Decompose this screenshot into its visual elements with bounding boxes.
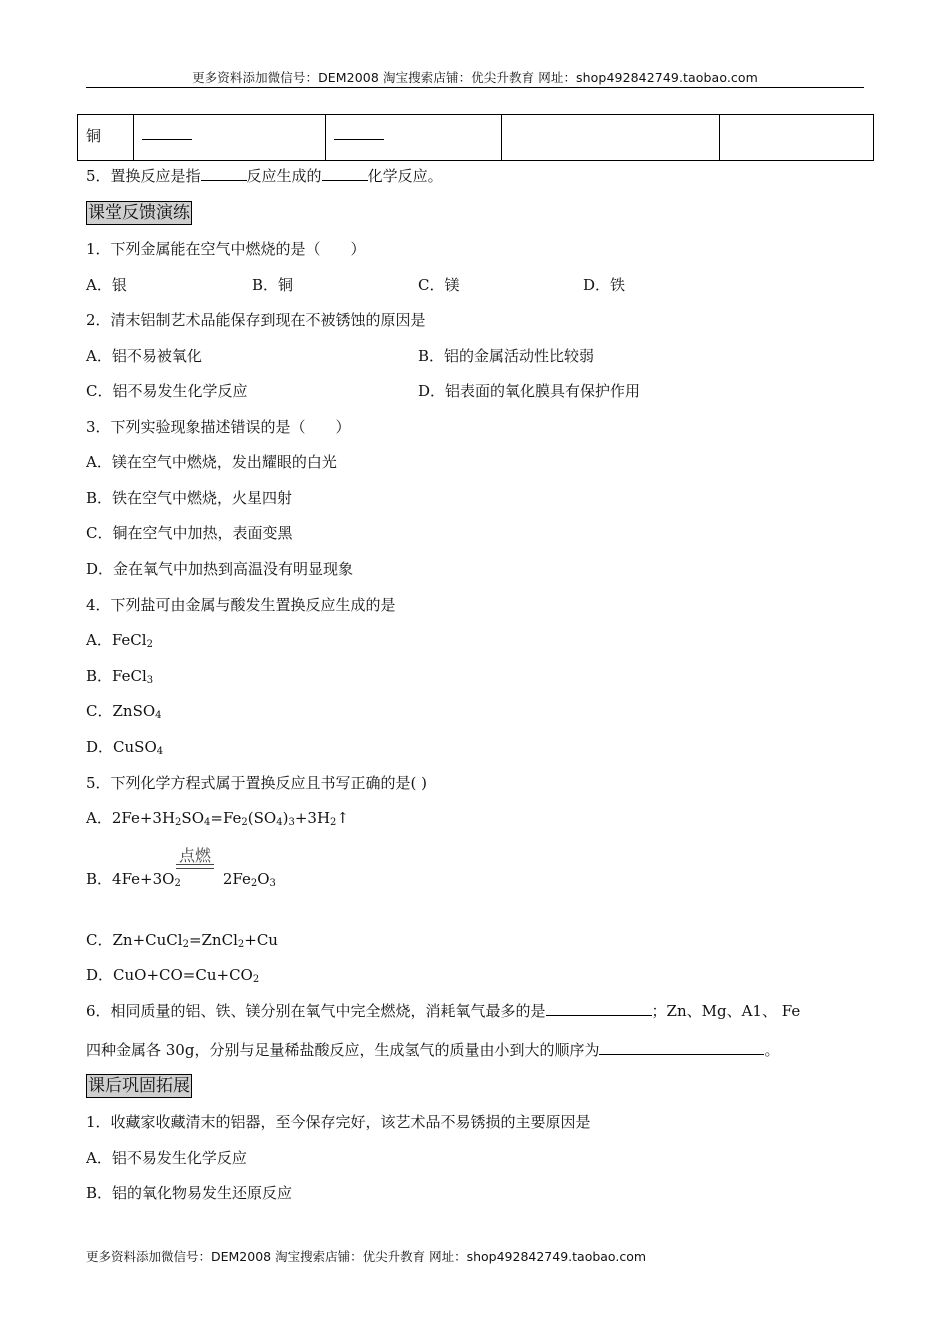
question-stem: 1．收藏家收藏清末的铝器，至今保存完好，该艺术品不易锈损的主要原因是 (86, 1113, 591, 1131)
option-a[interactable]: A．$2Fe+3H_2SO_4=Fe_2(SO_4)_3+3H_2↑$ (86, 809, 349, 828)
option-c[interactable]: C．Zn+CuCl$_2$=ZnCl$_2$+Cu (86, 931, 278, 950)
option-d[interactable]: D．$CuO+CO=Cu+CO_2$ (86, 966, 260, 985)
option-b[interactable]: B．铝的氧化物易发生还原反应 (86, 1184, 293, 1202)
table-cell-blank-2[interactable] (326, 115, 502, 161)
option-c[interactable]: C．铜在空气中加热，表面变黑 (86, 524, 293, 542)
option-d[interactable]: D．铝表面的氧化膜具有保护作用 (418, 382, 641, 400)
option-c[interactable]: C．ZnSO$_4$ (86, 702, 162, 721)
option-a[interactable]: A．铝不易发生化学反应 (86, 1149, 247, 1167)
question-stem: 3．下列实验现象描述错误的是（ ） (86, 418, 351, 436)
fill-blank[interactable] (201, 166, 247, 181)
option-b[interactable]: B．FeCl$_3$ (86, 667, 154, 686)
table-cell-empty-4[interactable] (720, 115, 874, 161)
option-b[interactable]: B．铁在空气中燃烧，火星四射 (86, 489, 293, 507)
option-a[interactable]: A．铝不易被氧化 (86, 347, 202, 365)
question-stem: 2．清末铝制艺术品能保存到现在不被锈蚀的原因是 (86, 311, 426, 329)
option-a[interactable]: A．镁在空气中燃烧，发出耀眼的白光 (86, 453, 337, 471)
option-c[interactable]: C．铝不易发生化学反应 (86, 382, 248, 400)
page-footer: 更多资料添加微信号：DEM2008 淘宝搜索店铺：优尖升教育 网址：shop492842749.taobao.com (86, 1249, 647, 1264)
option-c[interactable]: C．镁 (418, 276, 460, 294)
question-stem: 6．相同质量的铝、铁、镁分别在氧气中完全燃烧，消耗氧气最多的是 ；Zn、Mg、A1、 Fe (86, 1002, 801, 1020)
question-stem: 1．下列金属能在空气中燃烧的是（ ） (86, 240, 366, 258)
table-cell-metal: 铜 (78, 115, 134, 161)
page-header: 更多资料添加微信号：DEM2008 淘宝搜索店铺：优尖升教育 网址：shop492842749.taobao.com (192, 70, 758, 85)
question-stem: 4．下列盐可由金属与酸发生置换反应生成的是 (86, 596, 396, 614)
fill-blank[interactable] (546, 1001, 652, 1016)
header-divider (86, 87, 864, 88)
reaction-condition: 点燃 (178, 846, 211, 865)
option-d[interactable]: D．铁 (583, 276, 626, 294)
table-cell-blank-1[interactable] (134, 115, 326, 161)
option-d[interactable]: D．CuSO$_4$ (86, 738, 164, 757)
option-a[interactable]: A．FeCl$_2$ (86, 631, 153, 650)
table-cell-empty-3[interactable] (502, 115, 720, 161)
fill-blank[interactable] (142, 125, 192, 140)
option-d[interactable]: D．金在氧气中加热到高温没有明显现象 (86, 560, 354, 578)
option-b[interactable]: B．铝的金属活动性比较弱 (418, 347, 595, 365)
section-heading-classroom: 课堂反馈演练 (88, 203, 190, 223)
fill-blank[interactable] (599, 1040, 764, 1055)
option-b[interactable]: B．铜 (252, 276, 294, 294)
question-stem: 5．下列化学方程式属于置换反应且书写正确的是( ) (86, 774, 428, 792)
question-stem-continued: 四种金属各 30g，分别与足量稀盐酸反应，生成氢气的质量由小到大的顺序为 。 (86, 1041, 780, 1059)
section-heading-homework: 课后巩固拓展 (88, 1076, 190, 1096)
fill-blank[interactable] (334, 125, 384, 140)
fill-blank[interactable] (322, 166, 368, 181)
option-b[interactable]: B．$4Fe+3O_2$ $2Fe_2O_3$ (86, 870, 276, 889)
metal-table-row (77, 114, 874, 161)
option-a[interactable]: A．银 (86, 276, 127, 294)
question-definition: 5．置换反应是指 反应生成的 化学反应。 (86, 167, 443, 185)
